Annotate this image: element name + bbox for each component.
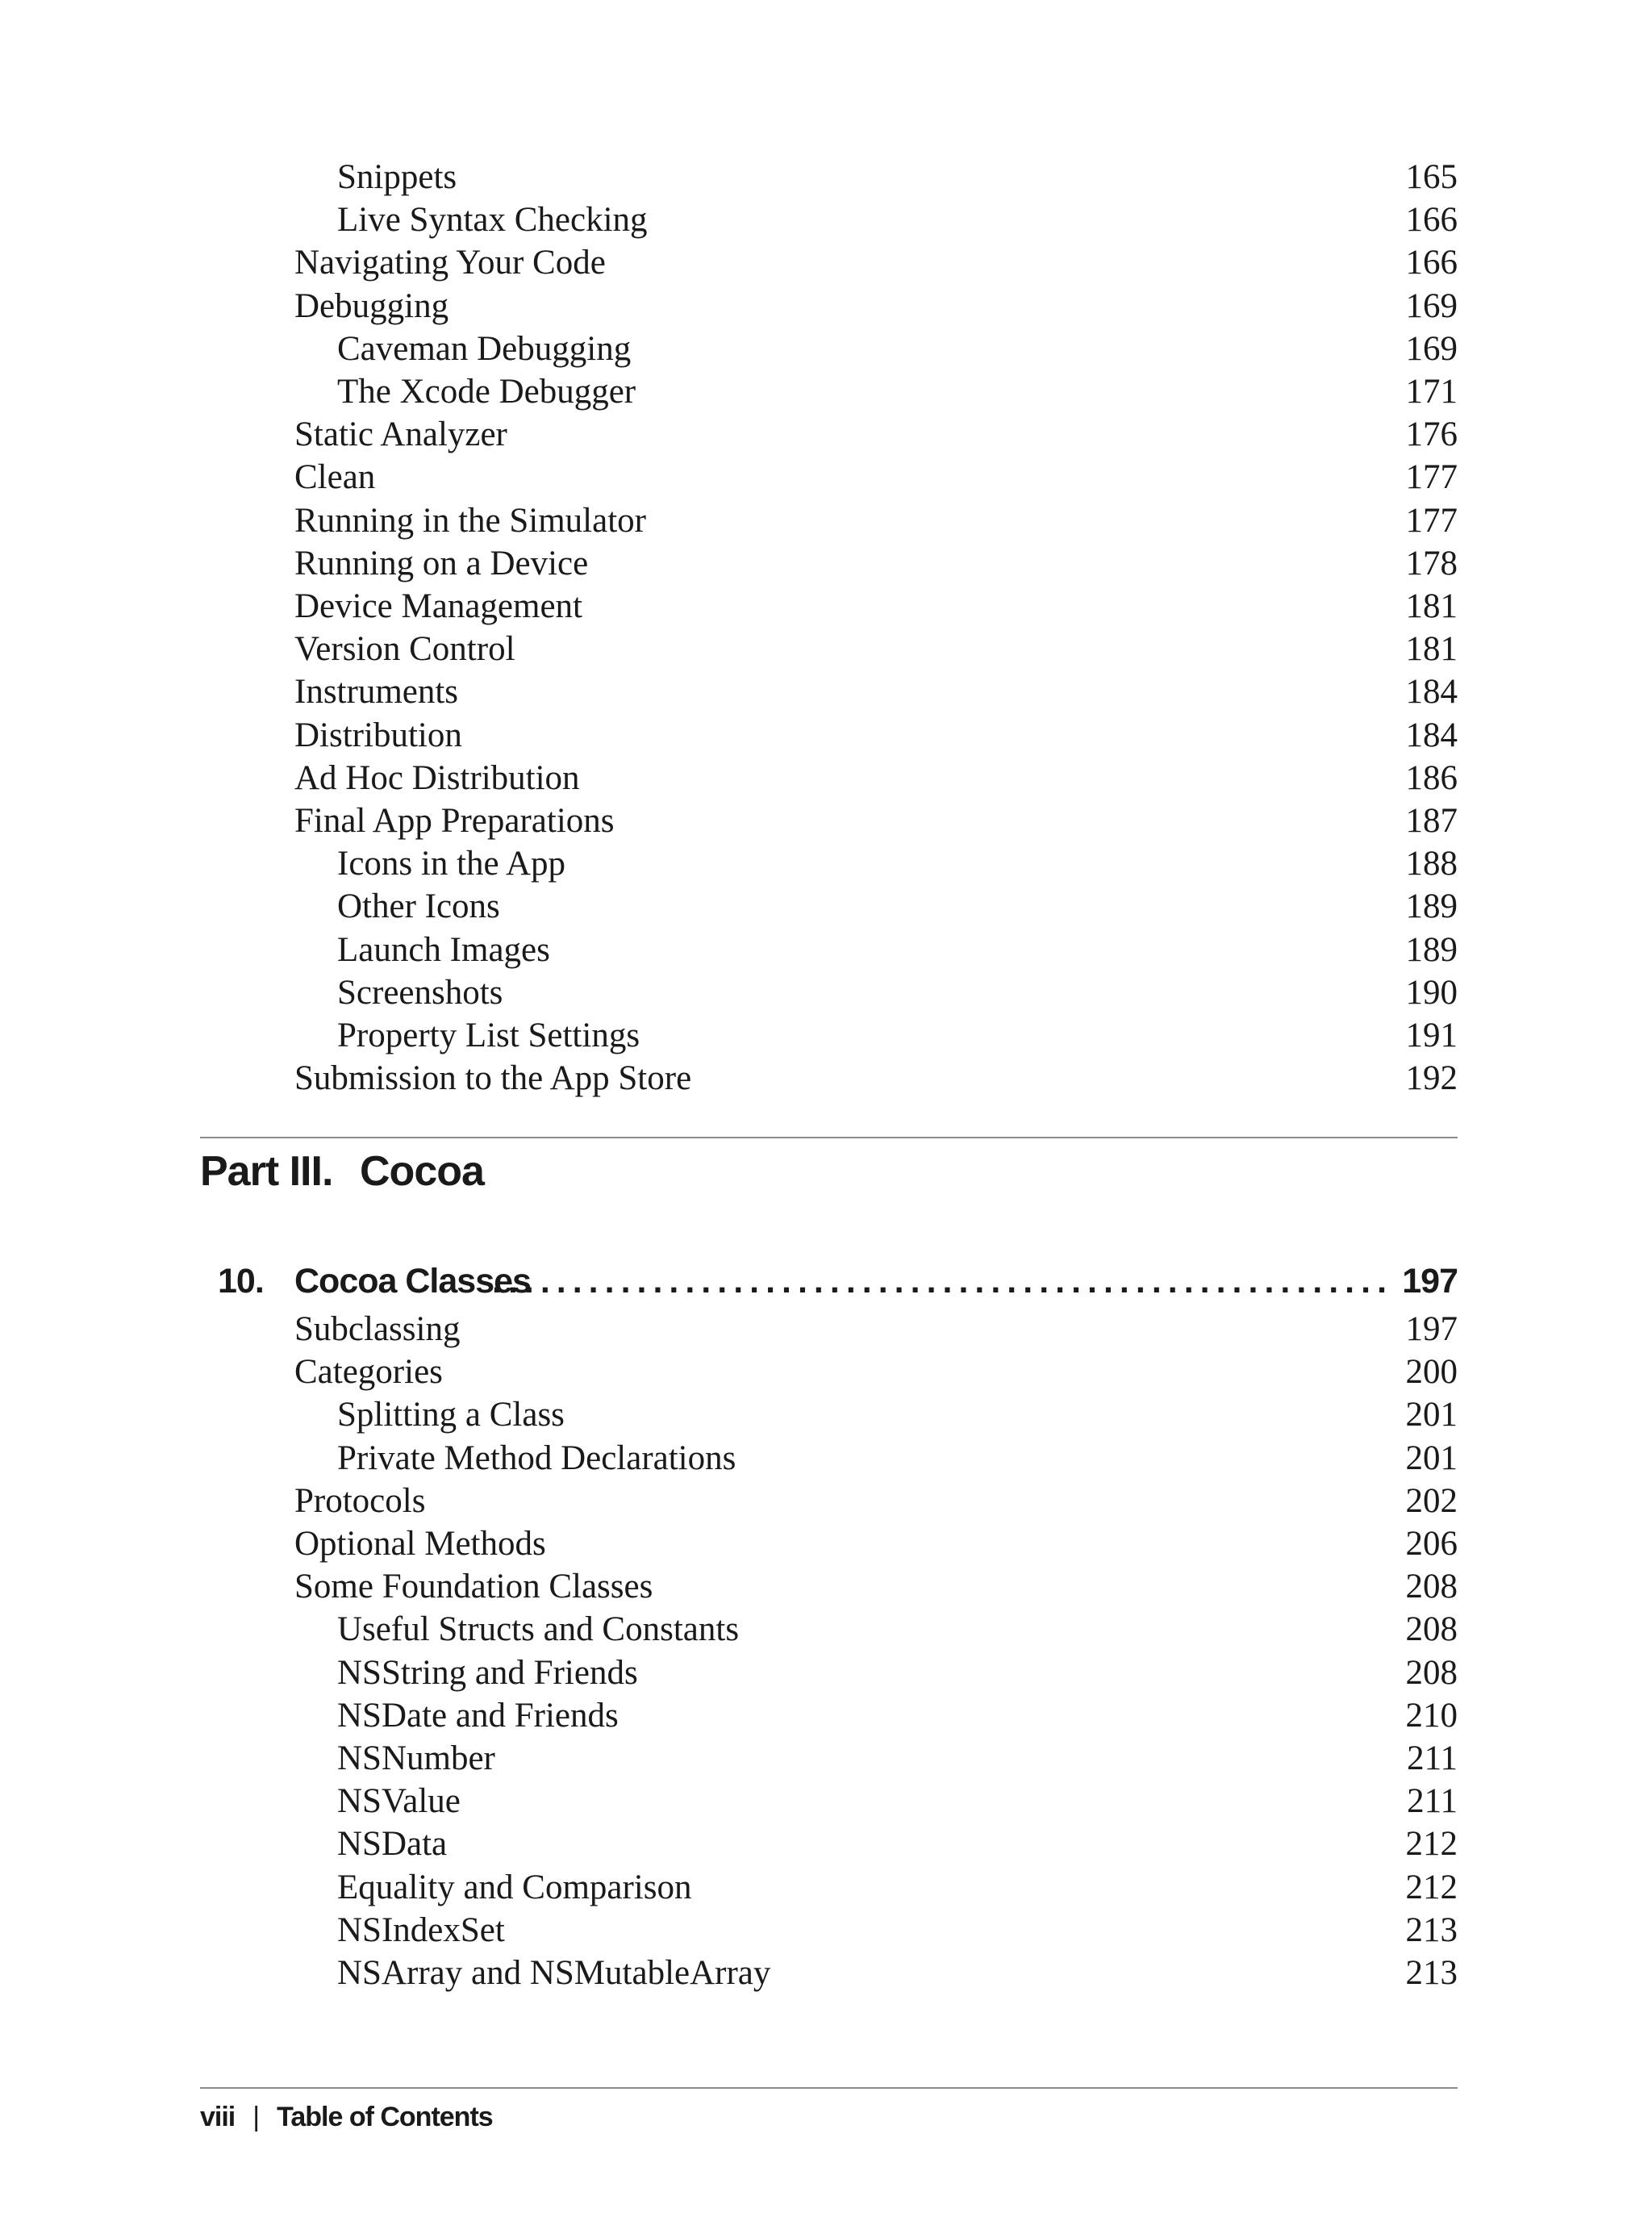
toc-entry[interactable] [294, 456, 1458, 499]
toc-entry-title: NSArray and NSMutableArray [337, 1954, 771, 1992]
toc-entry[interactable] [337, 1694, 1458, 1737]
toc-entry-title: Debugging [294, 286, 449, 325]
toc-entry-page: 208 [1405, 1568, 1458, 1606]
toc-entry-title: Launch Images [337, 930, 550, 969]
toc-entry[interactable] [337, 842, 1458, 885]
toc-entry[interactable] [294, 628, 1458, 670]
toc-entry-page: 211 [1407, 1782, 1458, 1821]
toc-entry-title: Submission to the App Store [294, 1059, 692, 1098]
toc-entry[interactable] [294, 413, 1458, 456]
toc-entry[interactable] [337, 198, 1458, 241]
toc-entry-title: Caveman Debugging [337, 329, 632, 368]
part-heading [200, 1146, 484, 1197]
toc-entry-page: 201 [1405, 1438, 1458, 1477]
toc-entry-page: 166 [1405, 244, 1458, 282]
toc-entry[interactable] [294, 499, 1458, 542]
toc-entry-title: Protocols [294, 1481, 426, 1520]
toc-entry[interactable] [294, 241, 1458, 284]
toc-entry-page: 202 [1405, 1481, 1458, 1520]
toc-entry-page: 188 [1405, 845, 1458, 883]
toc-entry-page: 213 [1405, 1954, 1458, 1992]
footer-section-title: Table of Contents [277, 2102, 493, 2132]
toc-entry-title: NSData [337, 1825, 448, 1864]
toc-entry-page: 177 [1405, 458, 1458, 497]
toc-entry-page: 177 [1405, 501, 1458, 540]
toc-entry-title: Useful Structs and Constants [337, 1610, 740, 1649]
toc-entry-title: Final App Preparations [294, 802, 615, 840]
toc-entry-title: Navigating Your Code [294, 244, 606, 282]
toc-entry-title: Distribution [294, 716, 462, 754]
toc-entry-page: 176 [1405, 415, 1458, 454]
toc-entry[interactable] [337, 1780, 1458, 1823]
toc-entry-page: 190 [1405, 973, 1458, 1012]
toc-entry-title: Private Method Declarations [337, 1438, 736, 1477]
toc-entry[interactable] [337, 885, 1458, 928]
toc-entry-page: 208 [1405, 1653, 1458, 1692]
toc-entry-title: Equality and Comparison [337, 1868, 692, 1906]
toc-entry-title: NSIndexSet [337, 1910, 505, 1949]
toc-entry-title: Device Management [294, 587, 582, 625]
toc-entry-page: 206 [1405, 1525, 1458, 1563]
toc-entry[interactable] [294, 757, 1458, 800]
footer-page-number: viii [200, 2102, 236, 2132]
toc-entry-page: 171 [1405, 373, 1458, 411]
toc-entry-page: 200 [1405, 1353, 1458, 1392]
chapter-leader-dots: ........................................................ [492, 1262, 1394, 1301]
toc-entry-title: Clean [294, 458, 376, 497]
toc-entry[interactable] [337, 1823, 1458, 1865]
toc-entry[interactable] [294, 800, 1458, 842]
chapter-title: Cocoa Classes [294, 1262, 531, 1301]
toc-entry[interactable] [294, 1480, 1458, 1522]
toc-entry[interactable] [294, 285, 1458, 328]
toc-entry[interactable] [294, 670, 1458, 713]
toc-entry-title: Categories [294, 1353, 443, 1392]
toc-entry-title: Property List Settings [337, 1017, 640, 1054]
toc-entry-title: NSDate and Friends [337, 1696, 619, 1735]
page-footer [200, 2099, 493, 2135]
toc-entry[interactable] [294, 1057, 1458, 1100]
toc-entry-title: Running on a Device [294, 544, 589, 582]
footer-rule [200, 2087, 1458, 2089]
toc-entry-page: 212 [1405, 1825, 1458, 1864]
toc-entry-title: Ad Hoc Distribution [294, 758, 580, 797]
chapter-number: 10. [218, 1262, 264, 1301]
toc-entry-page: 166 [1405, 201, 1458, 240]
toc-entry[interactable] [337, 328, 1458, 370]
toc-entry[interactable] [294, 1308, 1458, 1351]
toc-entry[interactable] [337, 1952, 1458, 1994]
toc-entry-page: 208 [1405, 1610, 1458, 1649]
toc-entry-title: Optional Methods [294, 1525, 546, 1563]
toc-entry-title: Some Foundation Classes [294, 1568, 653, 1606]
toc-entry-page: 178 [1405, 544, 1458, 582]
toc-entry-title: Splitting a Class [337, 1396, 565, 1434]
toc-entry-title: Icons in the App [337, 845, 566, 883]
toc-entry-title: Version Control [294, 630, 515, 669]
toc-entry[interactable] [294, 1565, 1458, 1608]
toc-entry-page: 181 [1405, 587, 1458, 625]
toc-entry-page: 181 [1405, 630, 1458, 669]
toc-entry-page: 189 [1405, 930, 1458, 969]
toc-entry-title: Snippets [337, 158, 457, 196]
part-title: Cocoa [360, 1148, 484, 1195]
toc-entry-page: 197 [1405, 1310, 1458, 1348]
toc-entry[interactable] [337, 156, 1458, 198]
toc-entry-title: Screenshots [337, 973, 503, 1012]
toc-entry[interactable] [337, 1737, 1458, 1780]
toc-entry-page: 201 [1405, 1396, 1458, 1434]
toc-entry-title: Live Syntax Checking [337, 201, 648, 240]
toc-entry[interactable] [337, 929, 1458, 971]
toc-entry-title: The Xcode Debugger [337, 373, 636, 411]
toc-entry-page: 211 [1407, 1739, 1458, 1777]
toc-entry[interactable] [294, 585, 1458, 628]
toc-entry[interactable] [337, 1651, 1458, 1694]
toc-entry[interactable] [337, 1909, 1458, 1952]
toc-entry[interactable] [294, 1522, 1458, 1565]
toc-entry-page: 165 [1405, 158, 1458, 196]
toc-entry-title: Static Analyzer [294, 415, 507, 454]
toc-entry-page: 191 [1405, 1017, 1458, 1054]
toc-entry[interactable] [337, 1393, 1458, 1436]
toc-entry-page: 213 [1405, 1910, 1458, 1949]
toc-entry-page: 189 [1405, 887, 1458, 926]
toc-entry[interactable] [337, 1014, 1458, 1057]
toc-entry[interactable] [337, 1437, 1458, 1480]
toc-entry-page: 184 [1405, 716, 1458, 754]
toc-entry-title: Running in the Simulator [294, 501, 646, 540]
toc-entry[interactable] [294, 1351, 1458, 1393]
toc-entry-page: 210 [1405, 1696, 1458, 1735]
toc-entry-title: Subclassing [294, 1310, 461, 1348]
toc-entry-title: NSValue [337, 1782, 461, 1821]
toc-entry[interactable] [337, 971, 1458, 1014]
toc-entry-page: 187 [1405, 802, 1458, 840]
part-label: Part III. [200, 1148, 333, 1195]
part-divider-rule [200, 1137, 1458, 1138]
toc-entry-title: Other Icons [337, 887, 500, 926]
toc-entry-page: 184 [1405, 673, 1458, 712]
toc-entry-page: 169 [1405, 286, 1458, 325]
toc-entry-page: 212 [1405, 1868, 1458, 1906]
toc-entry[interactable] [337, 1866, 1458, 1909]
toc-entry[interactable] [337, 1608, 1458, 1651]
toc-entry-page: 192 [1405, 1059, 1458, 1098]
chapter-entry[interactable] [218, 1259, 1458, 1304]
toc-entry-title: NSString and Friends [337, 1653, 638, 1692]
toc-entry[interactable] [294, 714, 1458, 757]
toc-entry-title: NSNumber [337, 1739, 495, 1777]
toc-entry[interactable] [337, 370, 1458, 413]
chapter-page: 197 [1402, 1262, 1458, 1301]
footer-separator: | [252, 2102, 260, 2132]
toc-entry-page: 186 [1405, 758, 1458, 797]
toc-entry[interactable] [294, 542, 1458, 585]
toc-entry-title: Instruments [294, 673, 459, 712]
toc-entry-page: 169 [1405, 329, 1458, 368]
